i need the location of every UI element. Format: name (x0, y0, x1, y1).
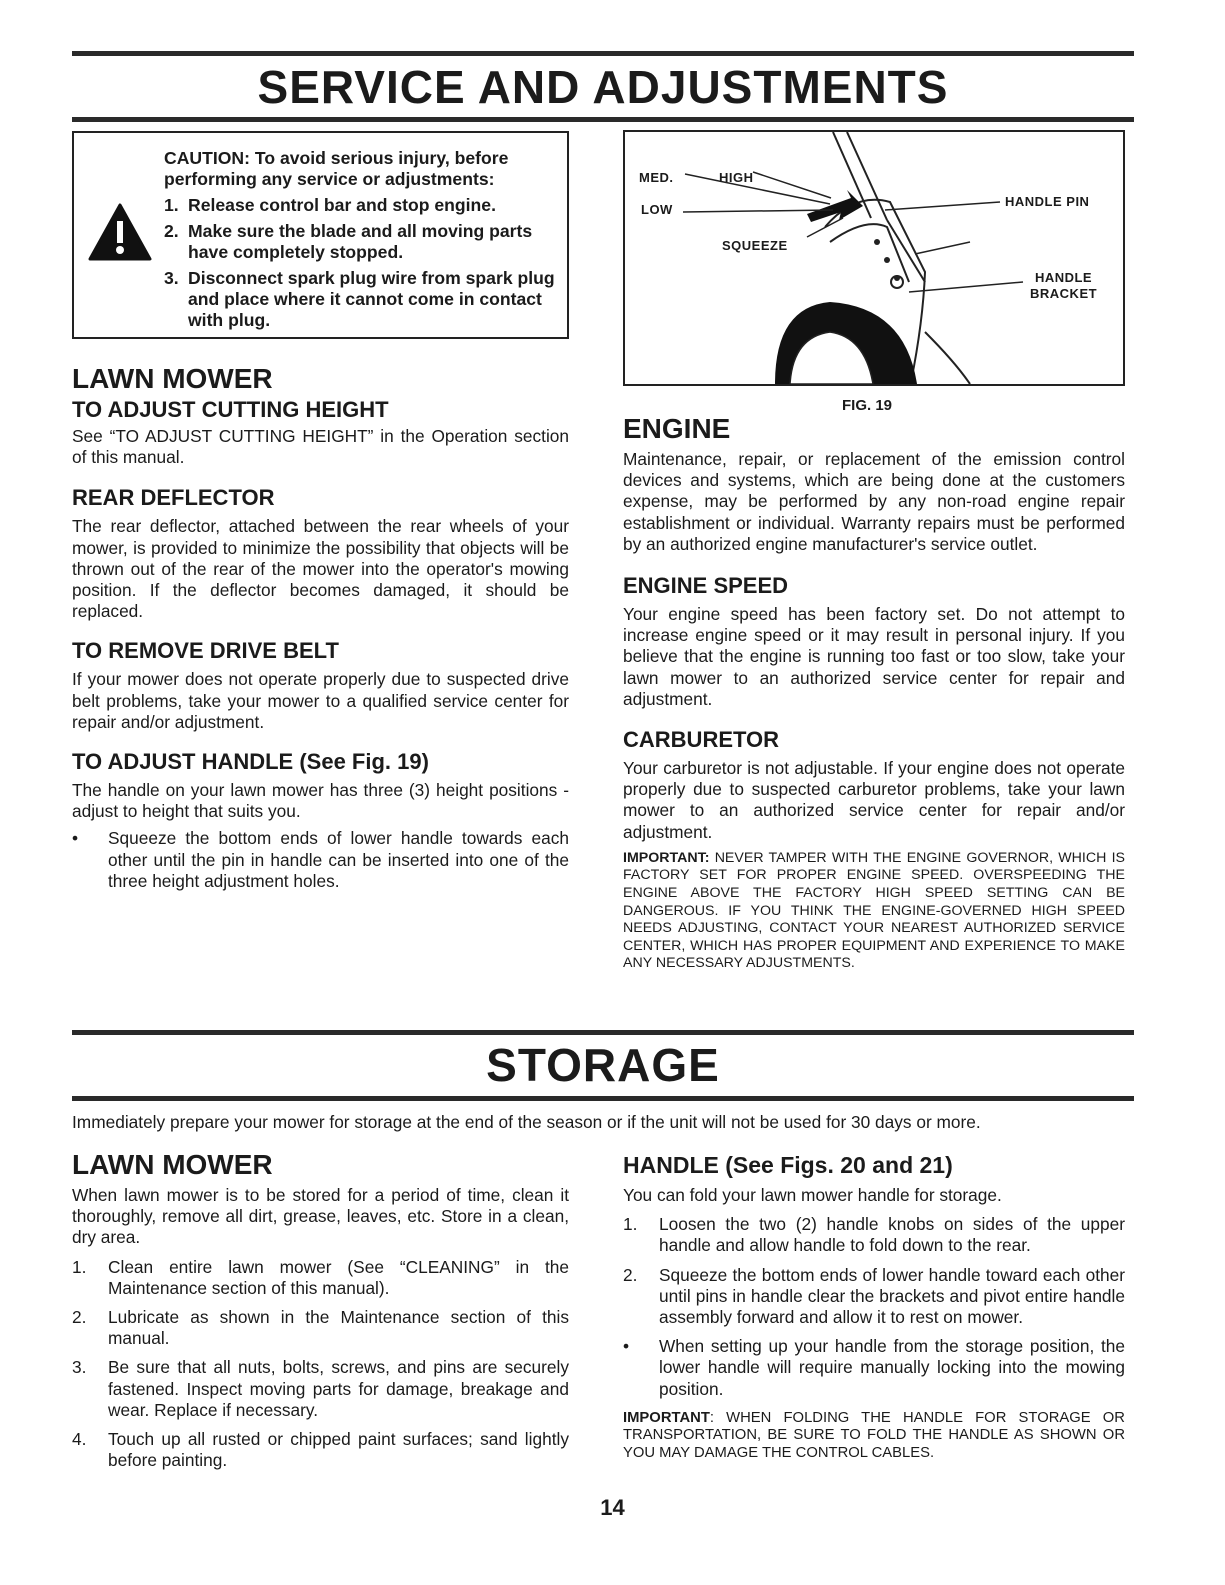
handle-diagram (625, 132, 1123, 384)
caution-step: 1. Release control bar and stop engine. (164, 195, 496, 215)
section-heading: LAWN MOWER (72, 363, 273, 394)
list-item: 2. Lubricate as shown in the Maintenance section of this manual. (72, 1307, 569, 1349)
bullet-item: • When setting up your handle from the storage position, the lower handle will require manually locking into the mowing position. (623, 1336, 1125, 1399)
paragraph: See “TO ADJUST CUTTING HEIGHT” in the Operation section of this manual. (72, 426, 569, 468)
right-column (623, 414, 1125, 973)
important-notice: IMPORTANT: NEVER TAMPER WITH THE ENGINE GOVERNOR, WHICH IS FACTORY SET FOR PROPER ENGINE SPEED. OVERSPEEDING THE ENGINE ABOVE THE FACTORY HIGH SPEED SETTING CAN BE DANGEROUS. IF YOU THINK THE ENGINE-GOVERNED HIGH SPEED NEEDS ADJUSTING, CONTACT YOUR NEAREST AUTHORIZED SERVICE CENTER, WHICH HAS PROPER EQUIPMENT AND EXPERIENCE TO MAKE ANY NECESSARY ADJUSTMENTS. (623, 849, 1125, 972)
warning-triangle-icon (88, 203, 152, 261)
paragraph: If your mower does not operate properly due to suspected drive belt problems, take your mower to a qualified service center for repair and/or adjustment. (72, 669, 569, 732)
page-title: SERVICE AND ADJUSTMENTS (257, 61, 949, 113)
list-item: 2. Squeeze the bottom ends of lower handle toward each other until pins in handle clear the brackets and pivot entire handle assembly forward and allow it to rest on mower. (623, 1264, 1125, 1328)
figure-19 (623, 130, 1125, 386)
caution-step: 3. Disconnect spark plug wire from spark plug and place where it cannot come in contact with plug. (164, 268, 555, 330)
top-rule (72, 51, 1134, 56)
subsection-heading: REAR DEFLECTOR (72, 485, 275, 511)
storage-intro: Immediately prepare your mower for storage at the end of the season or if the unit will not be used for 30 days or more. (72, 1112, 981, 1132)
caution-step: 2. Make sure the blade and all moving parts have completely stopped. (164, 221, 533, 262)
bullet-marker: • (72, 828, 79, 849)
label-med: MED. (639, 170, 674, 185)
bullet-item: • Squeeze the bottom ends of lower handle towards each other until the pin in handle can be inserted into one of the three height adjustment holes. (72, 828, 569, 891)
paragraph: The rear deflector, attached between the rear wheels of your mower, is provided to minimize the possibility that objects will be thrown out of the rear of the mower into the operator's mowing position. If the deflector becomes damaged, it should be replaced. (72, 516, 569, 622)
storage-right-column (623, 1150, 1125, 1463)
paragraph: When lawn mower is to be stored for a period of time, clean it thoroughly, remove all dirt, grease, leaves, etc. Store in a clean, dry area. (72, 1185, 569, 1248)
label-high: HIGH (719, 170, 754, 185)
page-number: 14 (600, 1495, 625, 1520)
caution-text (164, 148, 556, 331)
label-squeeze: SQUEEZE (722, 238, 788, 253)
section-heading: ENGINE (623, 413, 731, 444)
subsection-heading: TO REMOVE DRIVE BELT (72, 638, 339, 664)
label-handle-bracket: HANDLE BRACKET (1030, 270, 1098, 301)
figure-caption: FIG. 19 (842, 397, 893, 414)
subsection-heading: HANDLE (See Figs. 20 and 21) (623, 1152, 953, 1178)
paragraph: The handle on your lawn mower has three (3) height positions - adjust to height that suits you. (72, 780, 569, 822)
paragraph: Maintenance, repair, or replacement of the emission control devices and systems, which are being done at the customers expense, may be performed by any non-road engine repair establishment or individual. Warranty repairs must be performed by an authorized engine manufacturer's service outlet. (623, 449, 1125, 554)
list-item: 1. Clean entire lawn mower (See “CLEANING” in the Maintenance section of this manual). (72, 1256, 569, 1298)
caution-header: CAUTION: To avoid serious injury, before performing any service or adjustments: (164, 148, 509, 189)
storage-underline (72, 1096, 1134, 1101)
label-handle-pin: HANDLE PIN (1005, 194, 1090, 209)
list-item: 1. Loosen the two (2) handle knobs on sides of the upper handle and allow handle to fold down to the rear. (623, 1214, 1125, 1256)
left-column (72, 364, 569, 892)
section-heading: LAWN MOWER (72, 1149, 273, 1180)
paragraph: Your carburetor is not adjustable. If your engine does not operate properly due to suspected carburetor problems, take your lawn mower to an authorized service center for repair and/or adjustment. (623, 758, 1125, 842)
label-low: LOW (641, 202, 673, 217)
subsection-heading: ENGINE SPEED (623, 573, 789, 599)
subsection-heading: CARBURETOR (623, 727, 780, 753)
storage-title: STORAGE (486, 1039, 720, 1091)
list-item: 3. Be sure that all nuts, bolts, screws, and pins are securely fastened. Inspect moving parts for damage, breakage and wear. Replace if necessary. (72, 1357, 569, 1420)
important-notice: IMPORTANT: WHEN FOLDING THE HANDLE FOR STORAGE OR TRANSPORTATION, BE SURE TO FOLD THE HANDLE AS SHOWN OR YOU MAY DAMAGE THE CONTROL CABLES. (623, 1409, 1125, 1462)
subsection-heading: TO ADJUST CUTTING HEIGHT (72, 397, 389, 422)
paragraph: You can fold your lawn mower handle for storage. (623, 1185, 1002, 1205)
paragraph: Your engine speed has been factory set. Do not attempt to increase engine speed or it may result in personal injury. If you believe that the engine is running too fast or too slow, take your lawn mower to an authorized service center for repair and adjustment. (623, 604, 1125, 709)
list-item: 4. Touch up all rusted or chipped paint surfaces; sand lightly before painting. (72, 1429, 569, 1471)
title-underline (72, 117, 1134, 122)
subsection-heading: TO ADJUST HANDLE (See Fig. 19) (72, 749, 429, 775)
storage-left-column (72, 1150, 569, 1471)
caution-box (72, 131, 569, 339)
storage-top-rule (72, 1030, 1134, 1035)
